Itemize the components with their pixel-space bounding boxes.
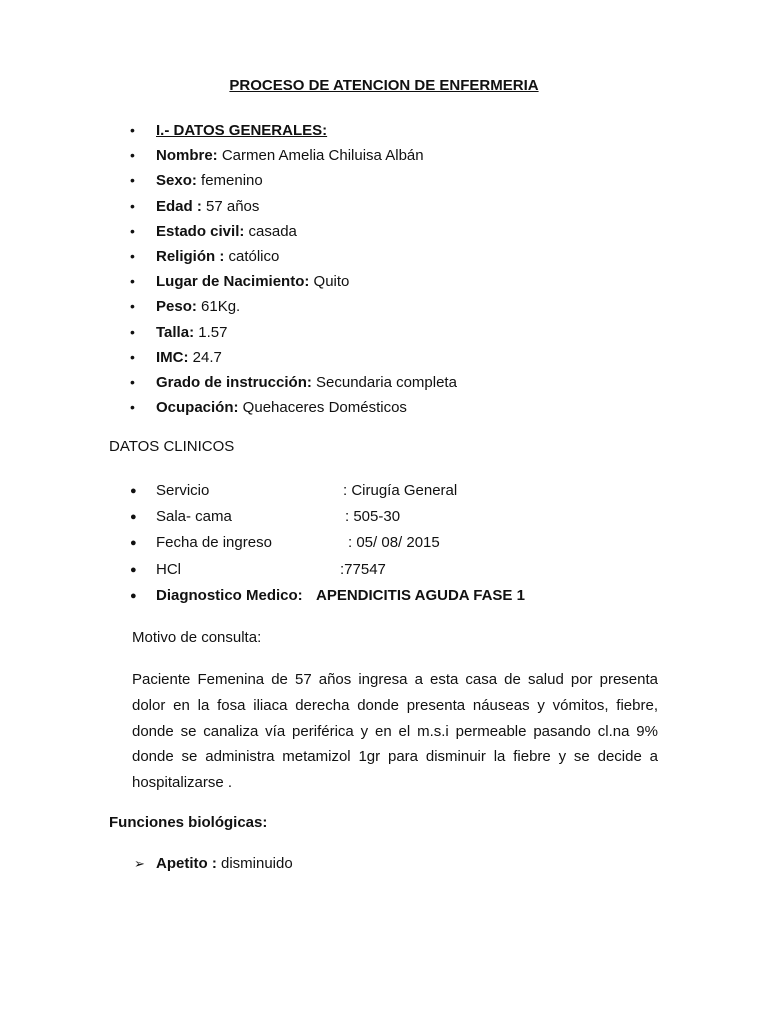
bullet-icon: •	[130, 122, 135, 138]
list-item	[130, 530, 690, 556]
field-value: : 505-30	[345, 508, 401, 526]
field-value: : Cirugía General	[343, 482, 458, 499]
general-section-heading: I.- DATOS GENERALES:	[156, 122, 328, 139]
list-item	[134, 853, 293, 875]
list-item	[130, 504, 690, 530]
field-value: católico	[224, 247, 280, 265]
field-value: 61Kg.	[196, 298, 241, 316]
field-label: Apetito :	[156, 855, 217, 872]
list-item	[130, 478, 690, 504]
funciones-list	[134, 853, 293, 875]
field-value: Secundaria completa	[311, 373, 457, 391]
field-label: IMC:	[156, 348, 189, 366]
list-item	[130, 244, 457, 269]
bullet-icon: ●	[130, 589, 137, 602]
field-label: Ocupación:	[156, 399, 239, 417]
field-label: Nombre:	[156, 147, 218, 165]
arrow-bullet-icon: ➢	[134, 856, 145, 871]
field-label: Sala- cama	[156, 508, 232, 526]
bullet-icon: ●	[130, 511, 137, 524]
field-value: APENDICITIS AGUDA FASE 1	[316, 586, 525, 604]
motivo-heading: Motivo de consulta:	[132, 629, 262, 646]
bullet-icon: •	[130, 172, 135, 189]
field-label: Talla:	[156, 323, 195, 341]
bullet-icon: •	[130, 399, 135, 416]
list-item	[130, 320, 457, 345]
field-value: casada	[244, 222, 297, 240]
bullet-icon: •	[130, 373, 135, 390]
list-item	[130, 557, 690, 583]
field-label: Servicio	[156, 482, 210, 499]
bullet-icon: •	[130, 298, 135, 315]
document-title: PROCESO DE ATENCION DE ENFERMERIA	[229, 77, 539, 94]
field-value: 24.7	[188, 348, 222, 366]
funciones-heading: Funciones biológicas:	[109, 814, 268, 831]
field-label: Peso:	[156, 298, 197, 316]
bullet-icon: •	[130, 147, 135, 164]
field-value: disminuido	[216, 855, 293, 872]
list-item	[130, 194, 457, 219]
bullet-icon: •	[130, 222, 135, 239]
bullet-icon: ●	[130, 537, 137, 550]
field-value: : 05/ 08/ 2015	[348, 534, 440, 552]
field-label: HCl	[156, 560, 181, 578]
field-value: Quehaceres Domésticos	[238, 399, 407, 417]
field-label: Diagnostico Medico:	[156, 586, 303, 604]
field-label: Religión :	[156, 247, 225, 265]
list-item	[130, 168, 457, 193]
general-data-list	[130, 118, 457, 420]
bullet-icon: ●	[130, 485, 137, 497]
field-value: Quito	[309, 273, 350, 291]
field-label: Fecha de ingreso	[156, 534, 272, 552]
list-item	[130, 118, 457, 143]
field-label: Edad :	[156, 197, 202, 215]
list-item	[130, 395, 457, 420]
field-label: Sexo:	[156, 172, 197, 190]
clinical-data-list	[130, 478, 690, 609]
list-item	[130, 143, 457, 168]
bullet-icon: •	[130, 273, 135, 290]
list-item	[130, 583, 690, 609]
field-value: :77547	[340, 560, 386, 578]
list-item	[130, 345, 457, 370]
field-value: Carmen Amelia Chiluisa Albán	[217, 147, 424, 165]
field-value: 1.57	[194, 323, 228, 341]
bullet-icon: •	[130, 348, 135, 365]
clinical-section-heading: DATOS CLINICOS	[109, 438, 235, 455]
field-value: femenino	[196, 172, 263, 190]
field-value: 57 años	[201, 197, 260, 215]
bullet-icon: ●	[130, 563, 137, 576]
field-label: Grado de instrucción:	[156, 373, 312, 391]
field-label: Estado civil:	[156, 222, 245, 240]
list-item	[130, 269, 457, 294]
list-item	[130, 294, 457, 319]
list-item	[130, 219, 457, 244]
list-item	[130, 370, 457, 395]
bullet-icon: •	[130, 323, 135, 340]
bullet-icon: •	[130, 197, 135, 214]
motivo-paragraph: Paciente Femenina de 57 años ingresa a esta casa de salud por presenta dolor en la fosa iliaca derecha donde presenta náuseas y vómitos, fiebre, donde se canaliza vía periférica y en el m.s.i permeable pasando cl.na 9% donde se administra metamizol 1gr para disminuir la fiebre y se decide a hospitalizarse .	[132, 671, 658, 792]
bullet-icon: •	[130, 247, 135, 264]
field-label: Lugar de Nacimiento:	[156, 273, 310, 291]
